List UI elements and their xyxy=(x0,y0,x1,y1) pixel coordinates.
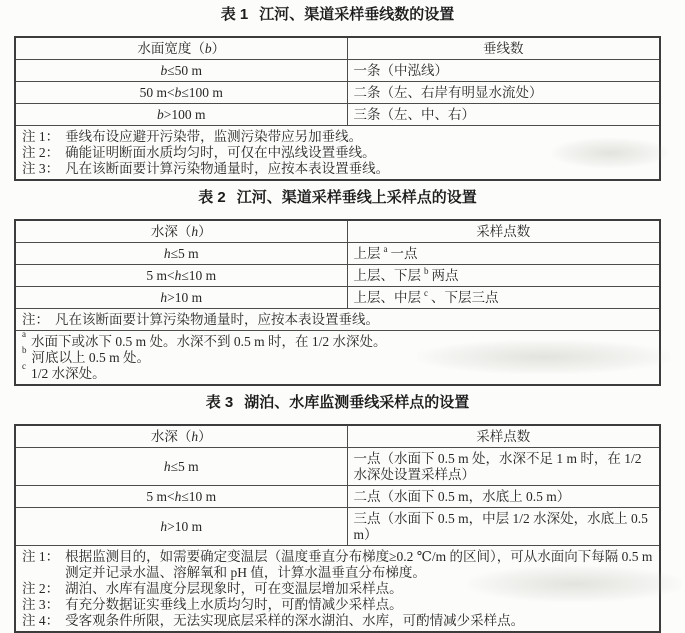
variable-b: b xyxy=(174,84,182,100)
table3-title xyxy=(14,394,661,412)
footnote-line: c 1/2 水深处。 xyxy=(22,366,653,382)
header-text: 水面宽度（ xyxy=(137,40,205,56)
note-text: 确能证明断面水质均匀时，可仅在中泓线设置垂线。 xyxy=(65,144,376,160)
table3-title-text: 湖泊、水库监测垂线采样点的设置 xyxy=(244,394,470,411)
variable-h: h xyxy=(163,458,171,474)
note-text: 垂线布设应避开污染带，监测污染带应另加垂线。 xyxy=(65,128,363,144)
note-label: 注 1： xyxy=(22,128,60,144)
footnote-ref-a: a xyxy=(383,244,388,254)
cell-text: 一点 xyxy=(390,245,418,261)
cell-text: ≤5 m xyxy=(170,458,199,474)
table-row xyxy=(15,287,660,309)
footnote-text: 1/2 水深处。 xyxy=(31,365,106,381)
table-row xyxy=(15,508,660,546)
variable-h: h xyxy=(163,245,171,261)
cell-text: ≤100 m xyxy=(181,84,223,100)
note-line xyxy=(22,145,653,161)
cell-text: 5 m< xyxy=(146,267,175,283)
table1-header-col2: 垂线数 xyxy=(347,37,660,60)
footnote-ref-c: c xyxy=(424,288,428,298)
note-line xyxy=(22,129,653,145)
table1-notes-row xyxy=(15,126,660,181)
table-row xyxy=(15,448,660,486)
table3-section xyxy=(14,394,661,633)
table1-section xyxy=(14,6,661,181)
footnote-line: a 水面下或冰下 0.5 m 处。水深不到 0.5 m 时，在 1/2 水深处。 xyxy=(22,334,653,350)
table3-row3-col2: 三点（水面下 0.5 m，中层 1/2 水深处，水底上 0.5 m） xyxy=(347,508,660,546)
table3-row1-col2: 一点（水面下 0.5 m 处，水深不足 1 m 时，在 1/2 水深处设置采样点） xyxy=(347,448,660,486)
table3-row1-col1 xyxy=(15,448,347,486)
variable-h: h xyxy=(160,289,168,305)
table3-header-row xyxy=(15,425,660,448)
footnote-line: b 河底以上 0.5 m 处。 xyxy=(22,350,653,366)
document-page xyxy=(14,0,661,633)
variable-b: b xyxy=(160,62,168,78)
footnote-text: 河底以上 0.5 m 处。 xyxy=(31,349,151,365)
variable-b: b xyxy=(204,40,212,56)
table1-row1-col1 xyxy=(15,60,347,82)
table2-notes-row xyxy=(15,309,660,331)
note-label: 注 2： xyxy=(22,580,60,596)
table1-row3-col2: 三条（左、中、右） xyxy=(347,104,660,126)
cell-text: ≤10 m xyxy=(181,267,217,283)
table1-row2-col2: 二条（左、右岸有明显水流处） xyxy=(347,82,660,104)
table2-notes xyxy=(15,309,660,331)
cell-text: 上层、中层 xyxy=(353,289,421,305)
note-label: 注 4： xyxy=(22,612,60,628)
note-label: 注 3： xyxy=(22,596,60,612)
cell-text: >10 m xyxy=(167,289,203,305)
table2-row1-col2 xyxy=(347,243,660,265)
table2-row1-col1 xyxy=(15,243,347,265)
table1-header-row xyxy=(15,37,660,60)
note-line xyxy=(22,613,653,629)
table1-title xyxy=(14,6,661,24)
table3 xyxy=(14,424,661,633)
table-row xyxy=(15,60,660,82)
table3-row2-col2: 二点（水面下 0.5 m，水底上 0.5 m） xyxy=(347,486,660,508)
table2-title-text: 江河、渠道采样垂线上采样点的设置 xyxy=(236,189,477,206)
table2 xyxy=(14,219,661,386)
variable-h: h xyxy=(174,267,182,283)
table2-header-col1 xyxy=(15,220,347,243)
table3-row3-col1 xyxy=(15,508,347,546)
note-label: 注： xyxy=(22,311,49,327)
table1 xyxy=(14,36,661,181)
cell-text: >100 m xyxy=(163,106,206,122)
note-text: 凡在该断面要计算污染物通量时，应按本表设置垂线。 xyxy=(65,160,390,176)
header-text: 水深（ xyxy=(150,428,192,444)
table2-row3-col2 xyxy=(347,287,660,309)
note-line xyxy=(22,549,653,581)
table-row xyxy=(15,243,660,265)
table2-footnotes-row xyxy=(15,331,660,386)
table1-notes xyxy=(15,126,660,181)
table1-row3-col1 xyxy=(15,104,347,126)
table2-row2-col2 xyxy=(347,265,660,287)
table2-title-number: 表 2 xyxy=(198,189,226,206)
cell-text: >10 m xyxy=(167,518,203,534)
table2-row3-col1 xyxy=(15,287,347,309)
table2-header-col2: 采样点数 xyxy=(347,220,660,243)
table3-notes xyxy=(15,546,660,633)
table3-notes-row xyxy=(15,546,660,633)
table1-title-number: 表 1 xyxy=(220,6,249,23)
variable-b: b xyxy=(157,106,164,122)
variable-h: h xyxy=(160,518,168,534)
note-text: 有充分数据证实垂线上水质均匀时，可酌情减少采样点。 xyxy=(65,596,403,612)
header-text: ） xyxy=(211,40,226,56)
cell-text: 5 m< xyxy=(146,488,175,504)
table3-title-number: 表 3 xyxy=(205,394,234,411)
table1-row2-col1 xyxy=(15,82,347,104)
note-text: 根据监测目的，如需要确定变温层（温度垂直分布梯度≥0.2 ℃/m 的区间），可从水面向下每隔 0.5 m 测定并记录水温、溶解氧和 pH 值，计算水温垂直分布梯度。 xyxy=(65,548,653,580)
cell-text: 、下层三点 xyxy=(431,289,499,305)
note-label: 注 2： xyxy=(22,144,60,160)
header-text: ） xyxy=(198,428,212,444)
header-text: 水深（ xyxy=(150,223,192,239)
table1-header-col1 xyxy=(15,37,347,60)
footnote-ref-b: b xyxy=(424,266,429,276)
table2-header-row xyxy=(15,220,660,243)
table2-row2-col1 xyxy=(15,265,347,287)
variable-h: h xyxy=(174,488,182,504)
note-text: 湖泊、水库有温度分层现象时，可在变温层增加采样点。 xyxy=(65,580,403,596)
note-label: 注 3： xyxy=(22,160,60,176)
note-text: 凡在该断面要计算污染物通量时，应按本表设置垂线。 xyxy=(55,311,379,327)
table3-row2-col1 xyxy=(15,486,347,508)
cell-text: ≤50 m xyxy=(167,62,203,78)
table3-header-col2: 采样点数 xyxy=(347,425,660,448)
footnote-text: 水面下或冰下 0.5 m 处。水深不到 0.5 m 时，在 1/2 水深处。 xyxy=(31,333,387,349)
cell-text: 上层、下层 xyxy=(353,267,421,283)
note-line xyxy=(22,161,653,177)
variable-h: h xyxy=(191,223,199,239)
table-row xyxy=(15,265,660,287)
note-line xyxy=(22,581,653,597)
table3-header-col1 xyxy=(15,425,347,448)
note-text: 受客观条件所限，无法实现底层采样的深水湖泊、水库，可酌情减少采样点。 xyxy=(65,612,525,628)
table2-title xyxy=(14,189,661,207)
cell-text: 两点 xyxy=(431,267,459,283)
table1-title-text: 江河、渠道采样垂线数的设置 xyxy=(259,6,455,23)
table1-row1-col2: 一条（中泓线） xyxy=(347,60,660,82)
variable-h: h xyxy=(191,428,199,444)
cell-text: ≤5 m xyxy=(170,245,199,261)
table-row xyxy=(15,104,660,126)
table-row xyxy=(15,486,660,508)
note-line xyxy=(22,597,653,613)
note-line xyxy=(22,312,653,328)
cell-text: 上层 xyxy=(353,245,381,261)
table2-footnotes xyxy=(15,328,660,386)
header-text: ） xyxy=(198,223,212,239)
cell-text: ≤10 m xyxy=(181,488,217,504)
cell-text: 50 m< xyxy=(139,84,175,100)
table2-section xyxy=(14,189,661,386)
table-row xyxy=(15,82,660,104)
note-label: 注 1： xyxy=(22,548,60,564)
